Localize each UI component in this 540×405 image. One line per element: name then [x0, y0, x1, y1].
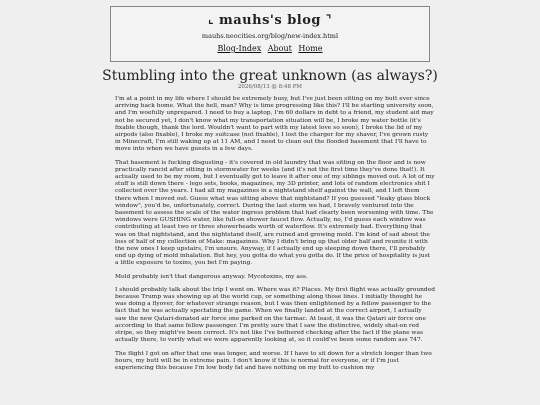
post-paragraph: I'm at a point in my life where I should be extremely busy, but I've just been sitting on my butt ever since arriving back home. What the hell, man? Why is time progressing like this? I'll be starting university soon, and I'm woefully unprepared. I need to buy a laptop, I'm 60 dollars in debt to a friend, my student aid may not be secured yet, I don't know what my transportation situation will be, I broke my water bottle (it's fixable though, thank the lord. Wouldn't want to part with my latest love so soon), I broke the lid of my airpods (also fixable), I broke my suitcase (not fixable), I lost the charger for my shaver, I've grown rusty in Minecraft, I'm still waking up at 11 AM, and I need to clean out the flooded basement that I'll have to move into when we have guests in a few days. — [115, 96, 434, 153]
corner-left-icon: ⌞ — [208, 13, 214, 26]
post-paragraph: That basement is fucking disgusting - it's covered in old laundry that was sitting on the floor and is now practically rancid after sitting in stormwater for weeks (and it's not the first time they've done that!). It actually used to be my room, but I eventually got to leave it after one of my siblings moved out. A lot of my stuff is still down there - lego sets, books, magazines, my 3D printer, and lots of random electronics shit I collected over the years. I had all my magazines in a nightstand shelf against the wall, and I left them there when I moved out. Guess what was sitting above that nightstand? If you guessed "leaky glass block window", you'd be, unfortunately, correct. During the last storm we had, I bravely ventured into the basement to assess the scale of the water ingress problem that had clearly been worsening with time. The windows were GUSHING water, like full-on shower faucet flow. Actually, no, I'd guess each window was contributing at least two or three showerheads worth of waterflow. It's extremely bad. Everything that was on that nightstand, and the nightstand itself, are ruined and growing mold. I'm kind of sad about the loss of half of my collection of Make: magazines. Why I didn't bring up that older half and reunite it with the new ones I keep upstairs, I'm unsure. Anyway, if I actually end up sleeping down there, I'll probably end up dying of mold inhalation. But hey, you gotta do what you gotta do. If the price of hospitality is just a little exposure to toxins, you bet I'm paying. — [115, 159, 435, 267]
post-paragraph: I should probably talk about the trip I went on. Where was it? Places. My first flight was actually grounded because Trump was showing up at the world cup, or something along those lines. I initially thought he was doing a flyover, for whatever strange reason, but I was then enlightened by a fellow passenger to the fact that he was actually spectating the game. When we finally landed at the correct airport, I actually saw the new Qatari-donated air force one parked on the tarmac. At least, it was the Qatari air force one according to that same fellow passenger. I'm pretty sure that I saw the distinctive, widely shat-on red stripe, so they might've been correct. It's not like I've bothered checking after the fact if the plane was actually there, to verify what we were apparently looking at, so it could've been some random ass 747. — [115, 286, 435, 344]
site-header — [110, 6, 430, 62]
post-content — [115, 96, 435, 378]
post-paragraph: Mold probably isn't that dangerous anyway. Mycotoxins, my ass. — [115, 273, 308, 280]
post-title: Stumbling into the great unknown (as always?) — [102, 68, 438, 84]
site-nav — [111, 44, 429, 53]
nav-link-blog-index[interactable]: Blog-Index — [217, 44, 262, 53]
site-title-text: mauhs's blog — [218, 13, 321, 28]
nav-link-home[interactable]: Home — [298, 44, 323, 53]
post-paragraph: The flight I got on after that one was longer, and worse. If I have to sit down for a stretch longer than two hours, my butt will be in extreme pain. I don't know if this is normal for everyone, or if I'm just experiencing this because I'm low body fat and have nothing on my butt to cushion my — [115, 350, 432, 371]
nav-link-about[interactable]: About — [267, 44, 292, 53]
post-date: 2026/08/13 @ 8:48 PM — [237, 84, 303, 90]
site-url: mauhs.neocities.org/blog/new-index.html — [201, 32, 339, 40]
site-title — [111, 13, 429, 28]
corner-right-icon: ⌝ — [326, 13, 332, 26]
